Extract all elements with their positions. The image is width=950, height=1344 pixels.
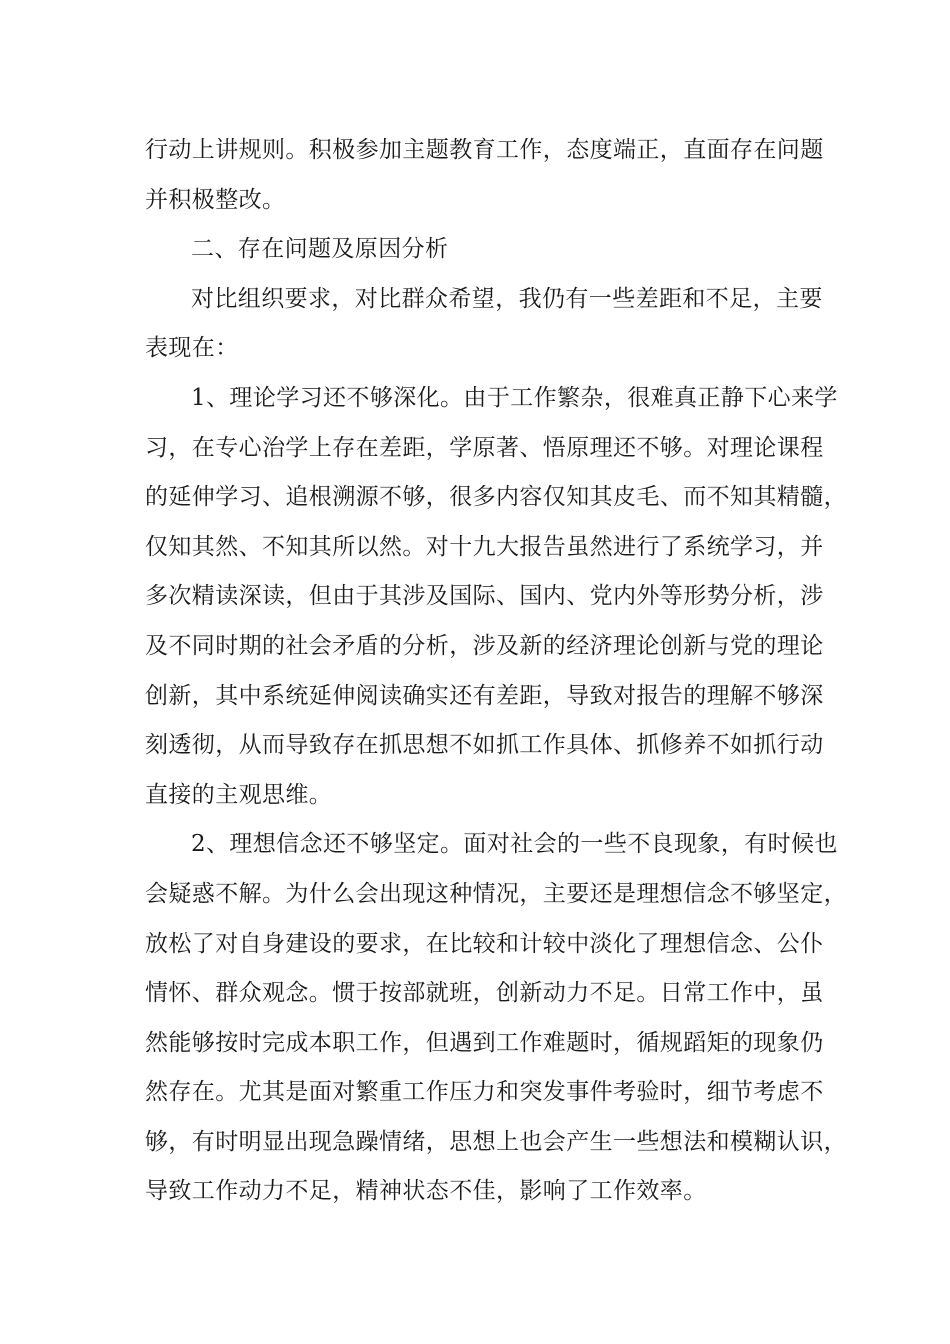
- text-line: 刻透彻，从而导致存在抓思想不如抓工作具体、抓修养不如抓行动: [145, 732, 824, 759]
- paragraph-ideals-belief: [145, 820, 847, 1217]
- text-line: 放松了对自身建设的要求，在比较和计较中淡化了理想信念、公仆: [145, 930, 824, 957]
- paragraph-continuation: [145, 126, 825, 225]
- section-heading-text: 二、存在问题及原因分析: [191, 236, 449, 263]
- text-line: 的延伸学习、追根溯源不够，很多内容仅知其皮毛、而不知其精髓，: [145, 484, 847, 511]
- text-line: 并积极整改。: [145, 186, 286, 213]
- text-line: 直接的主观思维。: [145, 781, 333, 808]
- text-line: 多次精读深读，但由于其涉及国际、国内、党内外等形势分析，涉: [145, 583, 824, 610]
- text-line: 导致工作动力不足，精神状态不佳，影响了工作效率。: [145, 1178, 707, 1205]
- paragraph-intro: [145, 275, 825, 374]
- text-line: 够，有时明显出现急躁情绪，思想上也会产生一些想法和模糊认识，: [145, 1128, 847, 1155]
- text-line: 表现在：: [145, 335, 239, 362]
- text-line: 对比组织要求，对比群众希望，我仍有一些差距和不足，主要: [191, 285, 823, 312]
- text-line: 然存在。尤其是面对繁重工作压力和突发事件考验时，细节考虑不: [145, 1079, 824, 1106]
- text-line: 2、理想信念还不够坚定。面对社会的一些不良现象，有时候也: [191, 831, 838, 858]
- text-line: 及不同时期的社会矛盾的分析，涉及新的经济理论创新与党的理论: [145, 632, 824, 659]
- text-line: 然能够按时完成本职工作，但遇到工作难题时，循规蹈矩的现象仍: [145, 1029, 824, 1056]
- text-line: 1、理论学习还不够深化。由于工作繁杂，很难真正静下心来学: [191, 384, 838, 411]
- text-line: 仅知其然、不知其所以然。对十九大报告虽然进行了系统学习，并: [145, 533, 824, 560]
- section-heading: [145, 225, 825, 275]
- text-line: 创新，其中系统延伸阅读确实还有差距，导致对报告的理解不够深: [145, 682, 824, 709]
- text-line: 行动上讲规则。积极参加主题教育工作，态度端正，直面存在问题: [145, 137, 824, 163]
- paragraph-theory-study: [145, 374, 847, 820]
- text-line: 情怀、群众观念。惯于按部就班，创新动力不足。日常工作中，虽: [145, 980, 824, 1007]
- text-line: 习，在专心治学上存在差距，学原著、悟原理还不够。对理论课程: [145, 434, 824, 461]
- document-body: [145, 126, 847, 1217]
- text-line: 会疑惑不解。为什么会出现这种情况，主要还是理想信念不够坚定，: [145, 880, 847, 907]
